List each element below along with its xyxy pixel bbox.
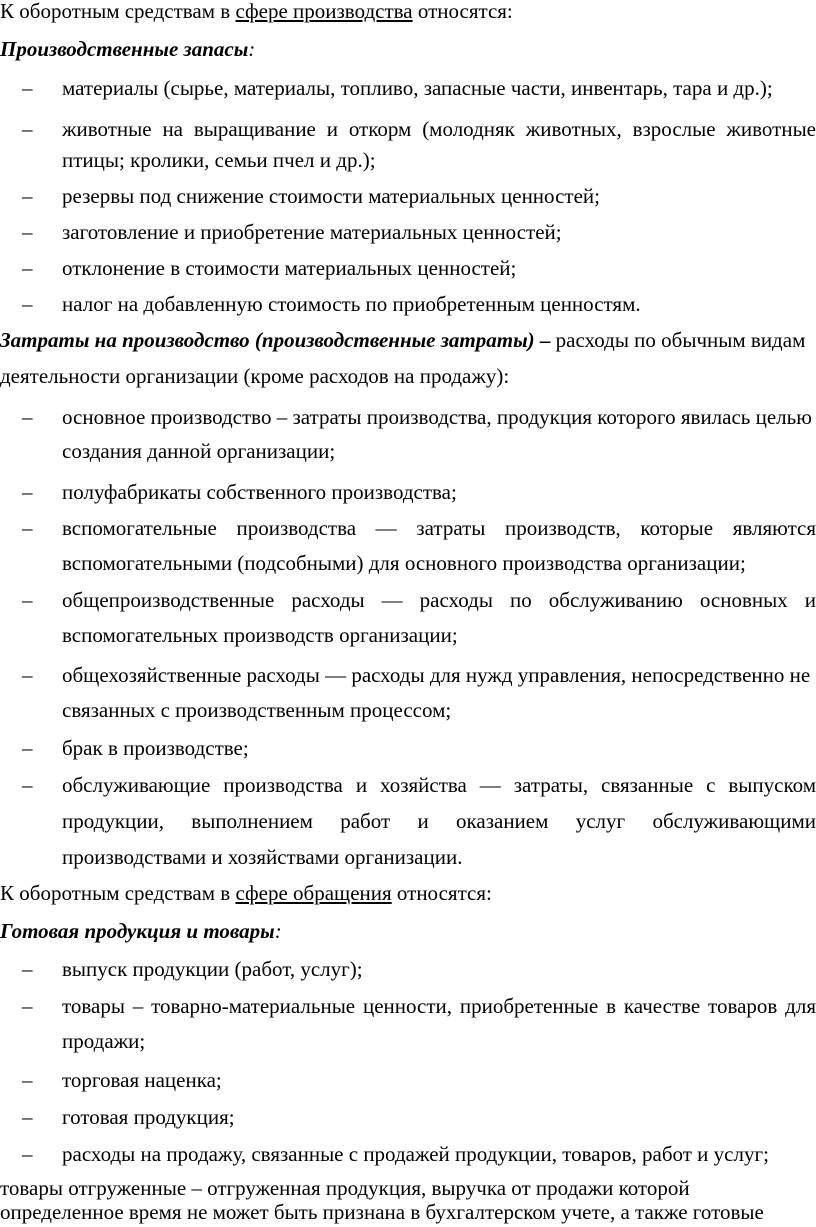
section-intro-production — [0, 0, 816, 26]
list-item: налог на добавленную стоимость по приобретенным ценностям. — [62, 292, 641, 316]
intro-suffix: относятся: — [391, 881, 492, 905]
list-item-continuation: продажи; — [62, 1029, 146, 1053]
heading-dash: – — [534, 328, 551, 352]
list-item: выпуск продукции (работ, услуг); — [62, 957, 363, 981]
sphere-production-term: сфере производства — [235, 0, 413, 23]
list-item: общехозяйственные расходы — расходы для нужд управления, непосредственно не — [62, 663, 811, 687]
list-item-continuation: создания данной организации; — [62, 439, 336, 463]
list-bullet: – — [22, 117, 33, 141]
heading-finished-goods — [0, 916, 816, 946]
list-bullet: – — [22, 1142, 33, 1166]
heading-colon: : — [274, 919, 282, 943]
heading-production-stocks — [0, 34, 816, 64]
list-bullet: – — [22, 957, 33, 981]
list-item-continuation: производствами и хозяйствами организации. — [62, 845, 463, 869]
list-item: брак в производстве; — [62, 736, 249, 760]
intro-suffix: относятся: — [412, 0, 513, 23]
heading-colon: : — [248, 37, 256, 61]
list-item: расходы на продажу, связанные с продажей продукции, товаров, работ и услуг; — [62, 1142, 769, 1166]
list-item-continuation: связанных с производственным процессом; — [62, 698, 452, 722]
list-item-continuation: птицы; кролики, семьи пчел и др.); — [62, 148, 376, 172]
list-bullet: – — [22, 773, 33, 797]
list-item-continuation: продукции, выполнением работ и оказанием услуг обслуживающими — [62, 809, 816, 833]
list-item: животные на выращивание и откорм (молодняк животных, взрослые животные — [62, 117, 816, 141]
list-bullet: – — [22, 220, 33, 244]
list-bullet: – — [22, 736, 33, 760]
list-bullet: – — [22, 292, 33, 316]
intro-prefix: К оборотным средствам в — [0, 881, 236, 905]
heading-definition-continuation: деятельности организации (кроме расходов на продажу): — [0, 364, 510, 388]
list-item: заготовление и приобретение материальных ценностей; — [62, 220, 562, 244]
list-bullet: – — [22, 994, 33, 1018]
list-item: полуфабрикаты собственного производства; — [62, 480, 457, 504]
list-bullet: – — [22, 76, 33, 100]
heading-title: Производственные запасы — [0, 37, 249, 61]
list-item: отклонение в стоимости материальных ценностей; — [62, 256, 517, 280]
paragraph-line: определенное время не может быть признана в бухгалтерском учете, а также готовые — [0, 1200, 764, 1224]
list-item: основное производство – затраты производства, продукция которого явилась целью — [62, 405, 812, 429]
intro-prefix: К оборотным средствам в — [0, 0, 236, 23]
list-bullet: – — [22, 588, 33, 612]
section-intro-circulation — [0, 878, 816, 908]
list-item: вспомогательные производства — затраты производств, которые являются — [62, 516, 816, 540]
list-bullet: – — [22, 256, 33, 280]
list-bullet: – — [22, 516, 33, 540]
list-bullet: – — [22, 480, 33, 504]
list-item-continuation: вспомогательными (подсобными) для основного производства организации; — [62, 551, 746, 575]
list-item: материалы (сырье, материалы, топливо, запасные части, инвентарь, тара и др.); — [62, 76, 773, 100]
sphere-circulation-term: сфере обращения — [235, 881, 392, 905]
list-item: обслуживающие производства и хозяйства — затраты, связанные с выпуском — [62, 773, 816, 797]
heading-title: Готовая продукция и товары — [0, 919, 275, 943]
paragraph-line: товары отгруженные – отгруженная продукция, выручка от продажи которой — [0, 1176, 690, 1200]
list-item: торговая наценка; — [62, 1068, 222, 1092]
list-bullet: – — [22, 405, 33, 429]
heading-title: Затраты на производство (производственные затраты) — [0, 328, 535, 352]
list-bullet: – — [22, 1105, 33, 1129]
list-bullet: – — [22, 1068, 33, 1092]
list-item: готовая продукция; — [62, 1105, 235, 1129]
list-item: товары – товарно-материальные ценности, приобретенные в качестве товаров для — [62, 994, 816, 1018]
heading-definition: расходы по обычным видам — [550, 328, 806, 352]
list-item: общепроизводственные расходы — расходы по обслуживанию основных и — [62, 588, 816, 612]
list-item-continuation: вспомогательных производств организации; — [62, 623, 458, 647]
list-item: резервы под снижение стоимости материальных ценностей; — [62, 184, 600, 208]
list-bullet: – — [22, 184, 33, 208]
heading-production-costs — [0, 325, 816, 355]
list-bullet: – — [22, 663, 33, 687]
